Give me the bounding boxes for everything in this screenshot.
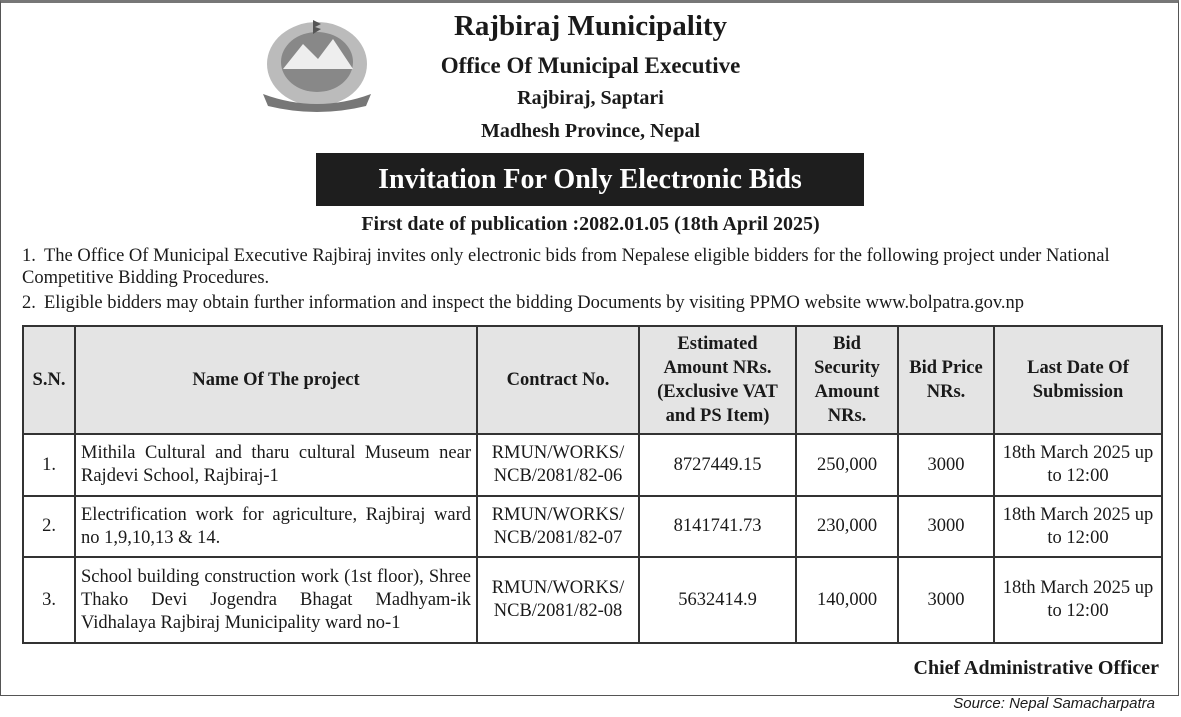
cell-security: 250,000 — [796, 434, 898, 496]
cell-sn: 3. — [23, 557, 75, 643]
cell-sn: 2. — [23, 496, 75, 557]
signatory: Chief Administrative Officer — [913, 657, 1159, 679]
cell-estimate: 5632414.9 — [639, 557, 796, 643]
cell-estimate: 8727449.15 — [639, 434, 796, 496]
bids-table — [22, 325, 1163, 644]
province: Madhesh Province, Nepal — [480, 120, 701, 142]
table-row — [23, 496, 1162, 557]
header-price: Bid Price NRs. — [898, 326, 994, 434]
paragraph-number: 1. — [22, 246, 36, 266]
paragraph-number: 2. — [22, 293, 36, 313]
office-location: Rajbiraj, Saptari — [517, 87, 664, 109]
cell-deadline: 18th March 2025 up to 12:00 — [994, 557, 1162, 643]
paragraph-1 — [22, 245, 1167, 289]
office-name: Office Of Municipal Executive — [440, 53, 741, 78]
cell-contract: RMUN/WORKS/ NCB/2081/82-07 — [477, 496, 639, 557]
cell-deadline: 18th March 2025 up to 12:00 — [994, 434, 1162, 496]
cell-project: Electrification work for agriculture, Rajbiraj ward no 1,9,10,13 & 14. — [75, 496, 477, 557]
paragraph-text: Eligible bidders may obtain further information and inspect the bidding Documents by visiting PPMO website www.bolpatra.gov.np — [44, 293, 1025, 313]
cell-project: Mithila Cultural and tharu cultural Museum near Rajdevi School, Rajbiraj-1 — [75, 434, 477, 496]
paragraph-text: The Office Of Municipal Executive Rajbiraj invites only electronic bids from Nepalese eligible bidders for the following project under National Competitive Bidding Procedures. — [22, 246, 1110, 288]
cell-security: 140,000 — [796, 557, 898, 643]
cell-price: 3000 — [898, 557, 994, 643]
cell-project: School building construction work (1st floor), Shree Thako Devi Jogendra Bhagat Madhyam-ik Vidhalaya Rajbiraj Municipality ward no-1 — [75, 557, 477, 643]
cell-sn: 1. — [23, 434, 75, 496]
table-row — [23, 434, 1162, 496]
notice-banner: Invitation For Only Electronic Bids — [316, 153, 864, 206]
table-header-row — [23, 326, 1162, 434]
publication-date: First date of publication :2082.01.05 (18th April 2025) — [361, 213, 820, 235]
cell-deadline: 18th March 2025 up to 12:00 — [994, 496, 1162, 557]
cell-contract: RMUN/WORKS/ NCB/2081/82-06 — [477, 434, 639, 496]
cell-security: 230,000 — [796, 496, 898, 557]
paragraph-2 — [22, 292, 1167, 314]
header-deadline: Last Date Of Submission — [994, 326, 1162, 434]
header-project: Name Of The project — [75, 326, 477, 434]
source-credit: Source: Nepal Samacharpatra — [953, 695, 1155, 712]
header-sn: S.N. — [23, 326, 75, 434]
cell-estimate: 8141741.73 — [639, 496, 796, 557]
cell-price: 3000 — [898, 496, 994, 557]
header-contract: Contract No. — [477, 326, 639, 434]
municipality-title: Rajbiraj Municipality — [453, 10, 728, 42]
cell-price: 3000 — [898, 434, 994, 496]
cell-contract: RMUN/WORKS/ NCB/2081/82-08 — [477, 557, 639, 643]
header-security: Bid Security Amount NRs. — [796, 326, 898, 434]
header-estimate: Estimated Amount NRs. (Exclusive VAT and PS Item) — [639, 326, 796, 434]
table-row — [23, 557, 1162, 643]
